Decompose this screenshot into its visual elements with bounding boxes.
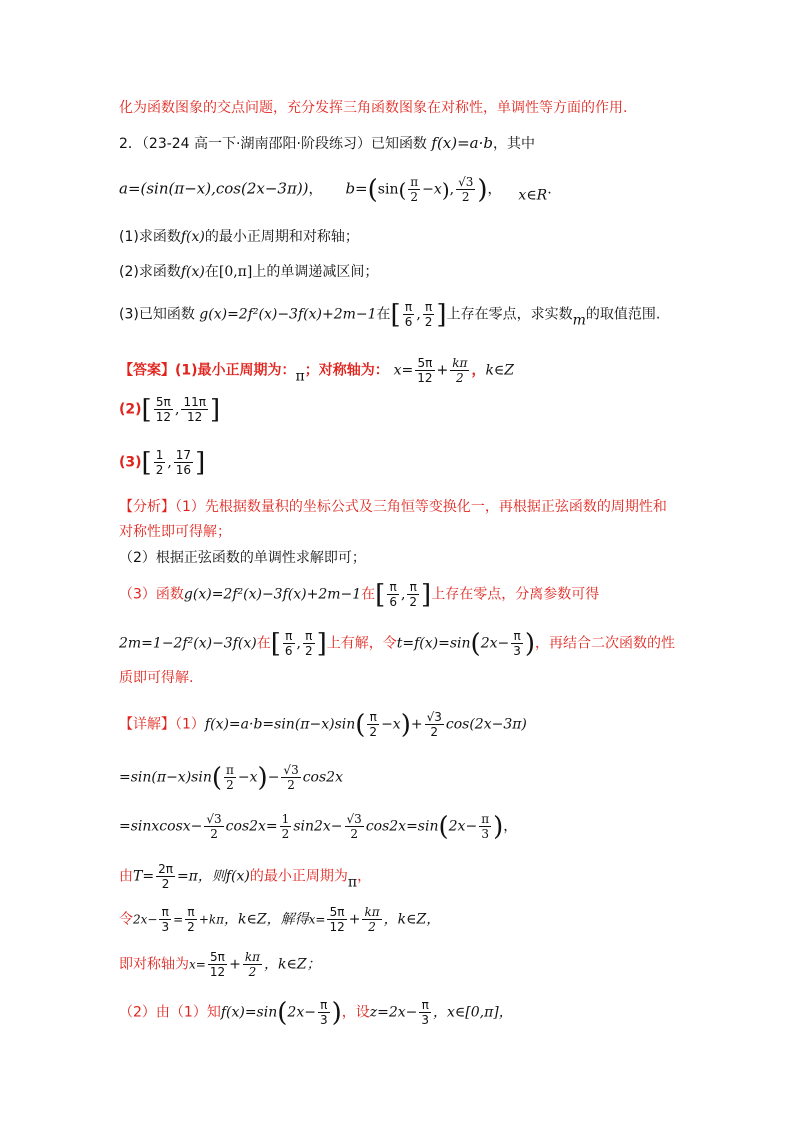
vector-a: a=(sin(π−x),cos(2x−3π)): [119, 179, 309, 198]
solution-line-5: 令2x− $\frac{\pi}{3}$ = $\frac{\pi}{2}$ +kπ，k∈Z，解得x= $\frac{5\pi}{12}$ + $\frac{k\pi}{2}$ ，k∈Z，: [119, 905, 441, 934]
subquestion-1: (1)求函数f(x)的最小正周期和对称轴；: [119, 229, 359, 245]
solution-line-4: 由T= $\frac{2\pi}{2}$ =π，则f(x)的最小正周期为π，: [119, 862, 372, 891]
answer-1: 【答案】(1)最小正周期为：π；对称轴为： x= $\frac{5\pi}{12}$ + $\frac{k\pi}{2}$ ，k∈Z: [119, 356, 515, 385]
subquestion-2: (2)求函数f(x)在[0,π]上的单调递减区间；: [119, 264, 379, 280]
analysis-line-1: 【分析】（1）先根据数量积的坐标公式及三角恒等变换化一，再根据正弦函数的周期性和: [119, 499, 667, 515]
answer-3: (3)[ $\frac{1}{2}$ , $\frac{17}{16}$ ]: [119, 447, 206, 478]
answer-2: (2)[ $\frac{5\pi}{12}$ , $\frac{11\pi}{12}$ ]: [119, 394, 221, 425]
analysis-line-3: （2）根据正弦函数的单调性求解即可；: [119, 550, 366, 566]
analysis-line-5: 2m=1−2f²(x)−3f(x)在[ $\frac{\pi}{6}$ , $\frac{\pi}{2}$ ]上有解，令t=f(x)=sin(2x− $\frac{\pi}{3}$ )，再结合二次函数的性: [119, 628, 676, 659]
solution-line-2: =sin(π−x)sin( $\frac{\pi}{2}$ −x)− $\frac{√3}{2}$ cos2x: [119, 762, 343, 793]
question-header: 2．（23-24 高一下·湖南邵阳·阶段练习）已知函数 f(x)=a·b，其中: [119, 134, 535, 152]
solution-line-3: =sinxcosx− $\frac{√3}{2}$ cos2x= $\frac{1}{2}$ sin2x− $\frac{√3}{2}$ cos2x=sin(2x− $\frac{\pi}{3}$ )，: [119, 811, 518, 842]
solution-line-7: （2）由（1）知f(x)=sin(2x− $\frac{\pi}{3}$ )，设z=2x− $\frac{\pi}{3}$ ，x∈[0,π]，: [119, 997, 513, 1028]
analysis-line-2: 对称性即可得解；: [119, 524, 231, 540]
analysis-line-4: （3）函数g(x)=2f²(x)−3f(x)+2m−1在[ $\frac{\pi}{6}$ , $\frac{\pi}{2}$ ]上存在零点，分离参数可得: [119, 579, 600, 610]
x-in-r: x∈R: [518, 187, 548, 204]
intro-line: 化为函数图象的交点问题，充分发挥三角函数图象在对称性，单调性等方面的作用.: [119, 100, 628, 116]
solution-line-6: 即对称轴为x= $\frac{5\pi}{12}$ + $\frac{k\pi}{2}$ ，k∈Z；: [119, 950, 321, 979]
vector-b: b=: [345, 179, 368, 198]
solution-line-1: 【详解】（1）f(x)=a·b=sin(π−x)sin( $\frac{\pi}{2}$ −x)+ $\frac{√3}{2}$ cos(2x−3π): [119, 709, 527, 740]
subquestion-3: (3)已知函数 g(x)=2f²(x)−3f(x)+2m−1在[ $\frac{\pi}{6}$ , $\frac{\pi}{2}$ ]上存在零点，求实数m的取值范围.: [119, 299, 661, 330]
analysis-line-6: 质即可得解.: [119, 670, 194, 686]
vector-definition: a=(sin(π−x),cos(2x−3π))， b=(sin( $\frac{\pi}{2}$ −x), $\frac{√3}{2}$ )， x∈R.: [119, 174, 552, 205]
